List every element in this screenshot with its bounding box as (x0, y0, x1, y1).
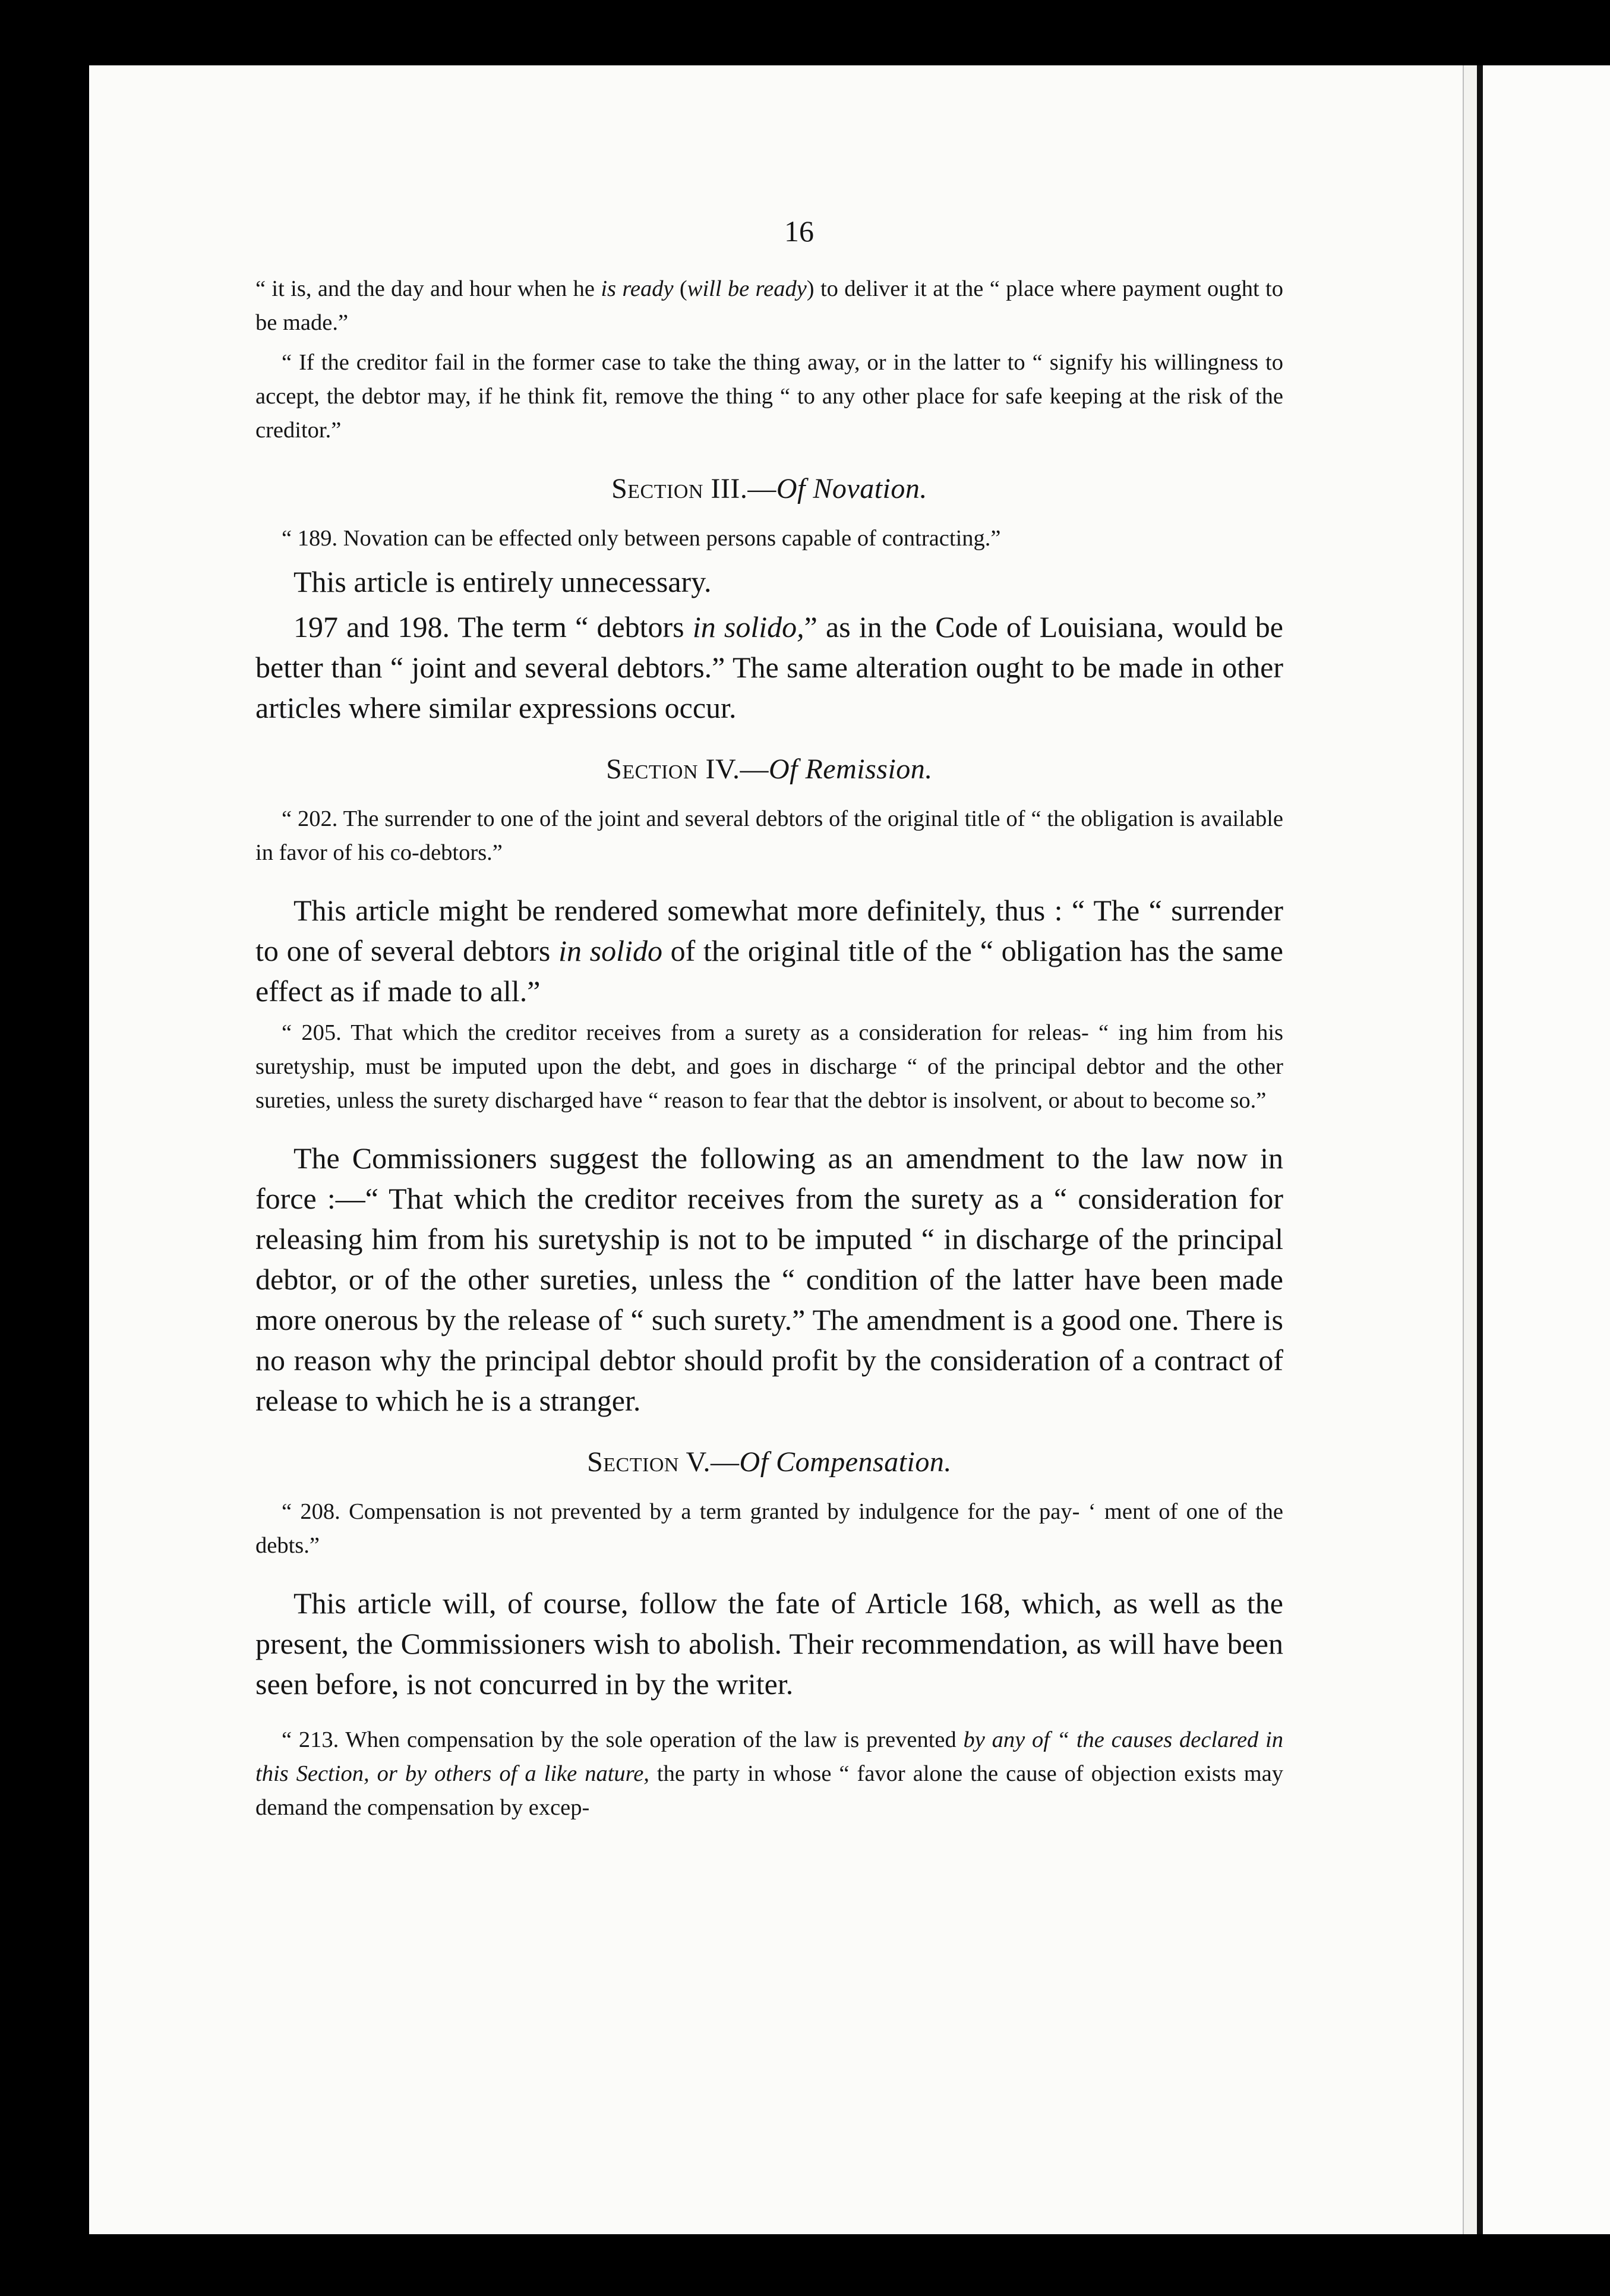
section-number: Section V.— (587, 1446, 740, 1478)
section-title: Of Novation. (776, 473, 927, 504)
quote-text: “ 213. When compensation by the sole operation of the law is prevented (282, 1727, 964, 1752)
commentary-italic: in solido (558, 934, 662, 967)
commentary-paragraph (255, 607, 1283, 728)
quote-article-205: “ 205. That which the creditor receives from a surety as a consideration for releas- “ ing him from his suretyship, must be imputed upon the debt, and goes in discharge “ of the principal debtor and the other sureties, unless the surety discharged have “ reason to fear that the debtor is insolvent, or about to become so.” (255, 1020, 1283, 1113)
facing-page-edge (1483, 65, 1610, 2234)
section-number: Section IV.— (606, 753, 769, 785)
book-spine (1477, 65, 1483, 2234)
commentary-text: of the original title of the “ obligation has the same effect as if made to all.” (255, 934, 1283, 1008)
commentary-paragraph: The Commissioners suggest the following as an amendment to the law now in force :—“ That which the creditor receives from the surety as a “ consideration for releasing him from his suretyship is not to be imputed “ in discharge of the principal debtor, or of the other sureties, unless the “ condition of the latter have been made more onerous by the release of “ such surety.” The amendment is a good one. There is no reason why the principal debtor should profit by the consideration of a contract of release to which he is a stranger. (255, 1141, 1283, 1417)
quote-text: the party in whose “ favor alone the cause of objection exists may demand the compensation by excep- (255, 1761, 1283, 1820)
commentary-text: This article might be rendered somewhat more definitely, thus : “ The “ surrender to one of several debtors (255, 894, 1283, 967)
section-heading-remission (255, 753, 1283, 786)
quote-article-213 (255, 1723, 1283, 1825)
quote-creditor-fail: “ If the creditor fail in the former case to take the thing away, or in the latter to “ signify his willingness to accept, the debtor may, if he think fit, remove the thing “ to any other place for safe keeping at the risk of the creditor.” (255, 350, 1283, 443)
quote-text: ) to deliver it at the “ place where payment ought to be made.” (255, 276, 1284, 335)
commentary-paragraph (255, 890, 1283, 1011)
commentary-text: ” as in the Code of Louisiana, would be better than “ joint and several debtors.” The same alteration ought to be made in other articles where similar expressions occur. (255, 610, 1283, 724)
commentary-text: 197 and 198. The term “ debtors (293, 610, 693, 644)
quote-italic: is ready (601, 276, 674, 301)
section-heading-compensation (255, 1446, 1283, 1478)
page-content (255, 214, 1283, 1831)
quote-article-202: “ 202. The surrender to one of the joint and several debtors of the original title of “ the obligation is available in favor of his co-debtors.” (255, 806, 1283, 865)
page-number: 16 (784, 215, 814, 248)
commentary-paragraph: This article is entirely unnecessary. (293, 565, 712, 598)
section-number: Section III.— (611, 473, 776, 504)
commentary-paragraph: This article will, of course, follow the fate of Article 168, which, as well as the present, the Commissioners wish to abolish. Their recommendation, as will have been seen before, is not concurred in by the writer. (255, 1587, 1283, 1701)
quote-text: “ it is, and the day and hour when he (255, 276, 601, 301)
quote-text: ( (673, 276, 687, 301)
quote-continuation (255, 272, 1283, 340)
page-edge-strip (1463, 65, 1478, 2234)
quote-article-189: “ 189. Novation can be effected only between persons capable of contracting.” (282, 526, 1001, 551)
commentary-italic: in solido, (692, 610, 804, 644)
quote-italic: will be ready (687, 276, 807, 301)
section-title: Of Compensation. (739, 1446, 952, 1478)
quote-italic: by any of “ the causes declared in this Section, or by others of a like nature, (255, 1727, 1283, 1786)
quote-article-208: “ 208. Compensation is not prevented by a term granted by indulgence for the pay- ‘ ment of one of the debts.” (255, 1499, 1283, 1558)
section-heading-novation (255, 472, 1283, 505)
section-title: Of Remission. (768, 753, 933, 785)
